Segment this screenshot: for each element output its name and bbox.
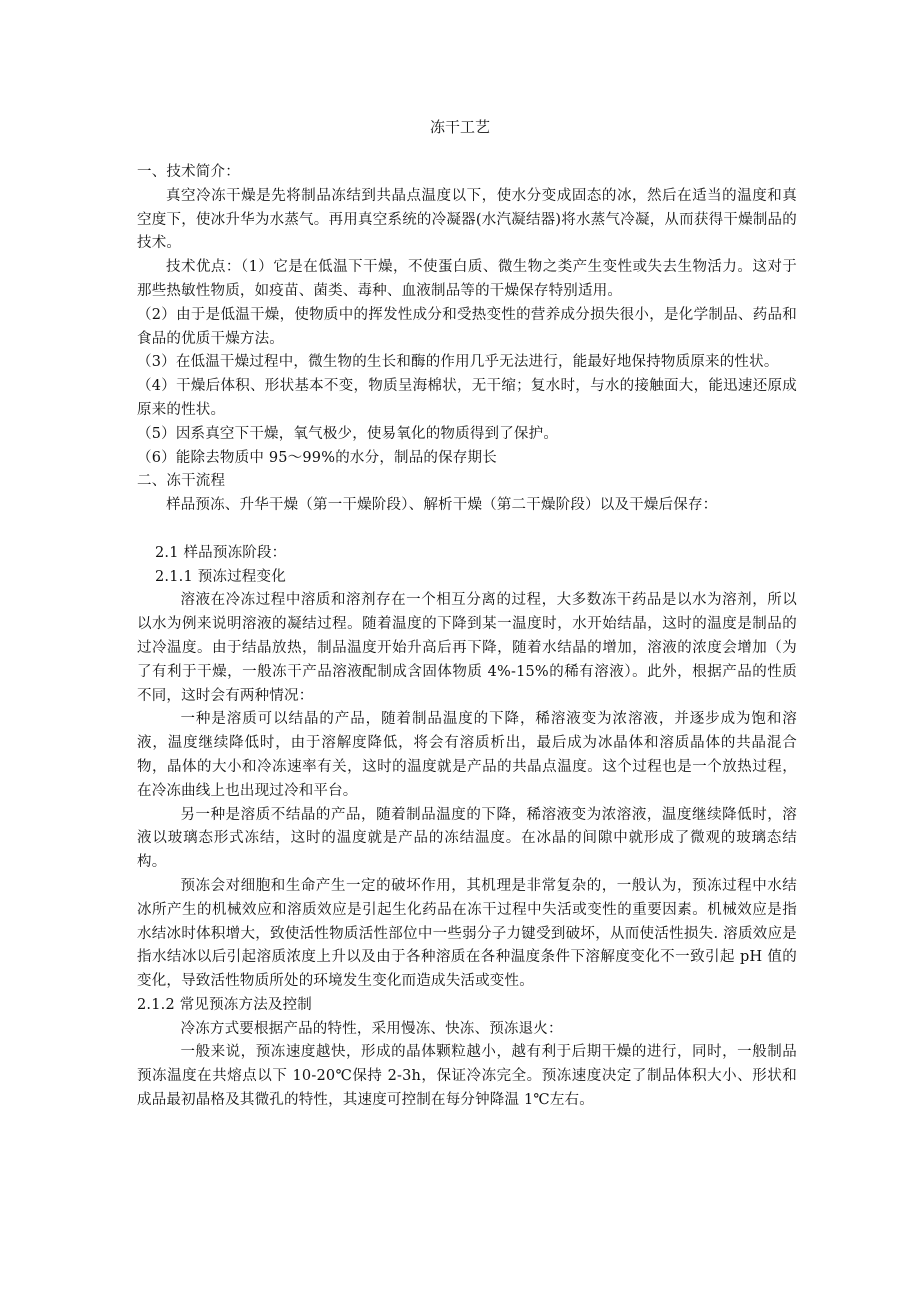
section-2-1-heading: 2.1 样品预冻阶段： <box>155 544 287 561</box>
paragraph-2-1-1-c: 另一种是溶质不结晶的产品，随着制品温度的下降，稀溶液变为浓溶液，温度继续降低时，溶液以玻璃态形式冻结，这时的温度就是产品的冻结温度。在冰晶的间隙中就形成了微观的玻璃态结构。 <box>137 806 797 871</box>
paragraph-2-1-1-a: 溶液在冷冻过程中溶质和溶剂存在一个相互分离的过程，大多数冻干药品是以水为溶剂，所以以水为例来说明溶液的凝结过程。随着温度的下降到某一温度时，水开始结晶，这时的温度是制品的过冷温度。由于结晶放热，制品温度开始升高后再下降，随着水结晶的增加，溶液的浓度会增加（为了有利于干燥，一般冻干产品溶液配制成含固体物质 4%-15%的稀有溶液）。此外，根据产品的性质不同，这时会有两种情况： <box>137 592 797 704</box>
section-2-intro: 样品预冻、升华干燥（第一干燥阶段）、解析干燥（第二干燥阶段）以及干燥后保存： <box>166 497 718 514</box>
advantage-5: （5）因系真空下干燥，氧气极少，使易氧化的物质得到了保护。 <box>137 425 559 442</box>
document-body <box>137 161 797 1113</box>
advantage-3: （3）在低温干燥过程中，微生物的生长和酶的作用几乎无法进行，能最好地保持物质原来的性状。 <box>137 354 779 371</box>
section-2-1-1-heading: 2.1.1 预冻过程变化 <box>155 568 286 585</box>
paragraph-2-1-1-b: 一种是溶质可以结晶的产品，随着制品温度的下降，稀溶液变为浓溶液，并逐步成为饱和溶液，温度继续降低时，由于溶解度降低，将会有溶质析出，最后成为冰晶体和溶质晶体的共晶混合物，晶体的大小和冷冻速率有关，这时的温度就是产品的共晶点温度。这个过程也是一个放热过程，在冷冻曲线上也出现过冷和平台。 <box>137 711 797 799</box>
section-1-heading: 一、技术简介： <box>137 164 240 180</box>
document-title: 冻干工艺 <box>429 118 490 136</box>
section-1-intro: 真空冷冻干燥是先将制品冻结到共晶点温度以下，使水分变成固态的冰，然后在适当的温度和真空度下，使冰升华为水蒸气。再用真空系统的冷凝器(水汽凝结器)将水蒸气冷凝，从而获得干燥制品的技术。 <box>137 187 797 252</box>
blank-line <box>137 518 797 542</box>
advantage-2: （2）由于是低温干燥，使物质中的挥发性成分和受热变性的营养成分损失很小，是化学制品、药品和食品的优质干燥方法。 <box>137 306 797 347</box>
section-2-heading: 二、冻干流程 <box>137 473 226 490</box>
paragraph-2-1-2-a: 冷冻方式要根据产品的特性，采用慢冻、快冻、预冻退火： <box>180 1020 563 1037</box>
advantage-1: 技术优点：（1）它是在低温下干燥，不使蛋白质、微生物之类产生变性或失去生物活力。这对于那些热敏性物质，如疫苗、菌类、毒种、血液制品等的干燥保存特别适用。 <box>137 259 797 299</box>
paragraph-2-1-1-d: 预冻会对细胞和生命产生一定的破坏作用，其机理是非常复杂的，一般认为，预冻过程中水结冰所产生的机械效应和溶质效应是引起生化药品在冻干过程中失活或变性的重要因素。机械效应是指水结冰时体积增大，致使活性物质活性部位中一些弱分子力键受到破坏，从而使活性损失. 溶质效应是指水结冰以后引起溶质浓度上升以及由于各种溶质在各种温度条件下溶解度变化不一致引起 pH 值的变化，导致活性物质所处的环境发生变化而造成失活或变性。 <box>137 877 797 990</box>
section-2-1-2-heading: 2.1.2 常见预冻方法及控制 <box>137 996 313 1013</box>
advantage-4: （4）干燥后体积、形状基本不变，物质呈海棉状，无干缩；复水时，与水的接触面大，能迅速还原成原来的性状。 <box>137 378 797 418</box>
advantage-6: （6）能除去物质中 95～99%的水分，制品的保存期长 <box>137 449 497 466</box>
paragraph-2-1-2-b: 一般来说，预冻速度越快，形成的晶体颗粒越小，越有利于后期干燥的进行，同时，一般制品预冻温度在共熔点以下 10-20℃保持 2-3h，保证冷冻完全。预冻速度决定了制品体积大小、形状和成品最初晶格及其微孔的特性，其速度可控制在每分钟降温 1℃左右。 <box>137 1044 797 1109</box>
